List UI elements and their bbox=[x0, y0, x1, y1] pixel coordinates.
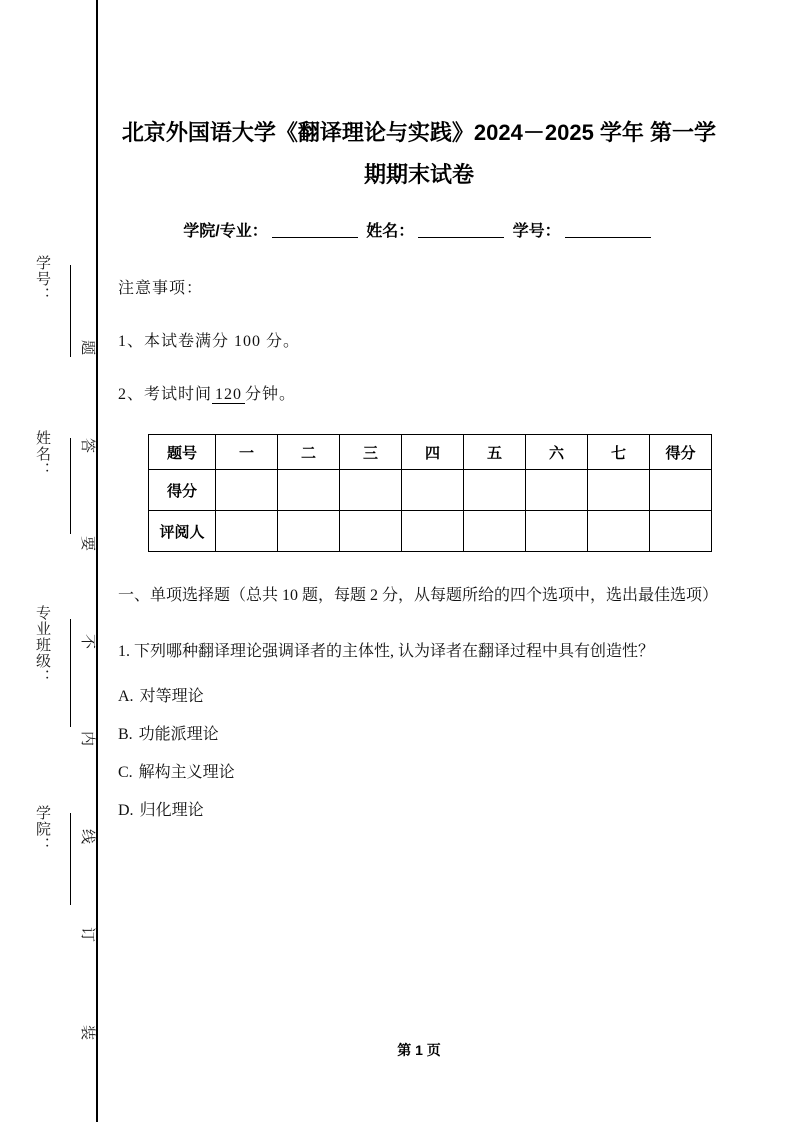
table-cell[interactable] bbox=[588, 511, 650, 552]
notice-item-2 bbox=[118, 381, 720, 404]
seal-char: 题 bbox=[79, 339, 96, 356]
option-text: 归化理论 bbox=[139, 802, 204, 819]
name-input[interactable] bbox=[418, 237, 504, 238]
page-title bbox=[118, 0, 720, 196]
option-text: 功能派理论 bbox=[138, 726, 219, 743]
option-text: 解构主义理论 bbox=[138, 764, 235, 781]
seal-char: 线 bbox=[79, 829, 96, 845]
question-1-option-d[interactable] bbox=[118, 800, 720, 822]
seal-char: 订 bbox=[79, 927, 96, 943]
table-cell: 五 bbox=[464, 435, 526, 470]
margin-field-column bbox=[30, 255, 84, 945]
option-key: B. bbox=[118, 726, 133, 743]
table-cell[interactable] bbox=[650, 470, 712, 511]
exam-duration-value: 120 bbox=[212, 386, 245, 404]
student-info-line bbox=[118, 218, 720, 241]
section-heading-1: 一、单项选择题（总共 10 题，每题 2 分，从每题所给的四个选项中，选出最佳选项） bbox=[118, 587, 719, 604]
notice-item-1-text: 1、本试卷满分 100 分。 bbox=[118, 333, 301, 350]
page-footer: 第 1 页 bbox=[397, 1042, 441, 1058]
margin-field-label: 专业班级： bbox=[34, 605, 50, 685]
table-cell: 六 bbox=[526, 435, 588, 470]
table-cell[interactable] bbox=[526, 470, 588, 511]
option-key: A. bbox=[118, 688, 134, 705]
table-cell: 三 bbox=[340, 435, 402, 470]
table-cell[interactable] bbox=[588, 470, 650, 511]
table-cell: 七 bbox=[588, 435, 650, 470]
seal-char: 内 bbox=[79, 731, 96, 747]
question-1-option-a[interactable] bbox=[118, 686, 720, 708]
table-row-label: 得分 bbox=[149, 470, 216, 511]
page-title-line1: 北京外国语大学《翻译理论与实践》2024－2025 学年 bbox=[121, 120, 644, 145]
question-1 bbox=[118, 634, 720, 670]
table-cell: 得分 bbox=[650, 435, 712, 470]
margin-field-name bbox=[30, 430, 84, 605]
table-cell[interactable] bbox=[464, 470, 526, 511]
table-row-label: 评阅人 bbox=[149, 511, 216, 552]
table-cell[interactable] bbox=[278, 511, 340, 552]
option-text: 对等理论 bbox=[139, 688, 204, 705]
seal-char: 答 bbox=[79, 437, 96, 453]
margin-field-blank[interactable] bbox=[70, 813, 71, 905]
college-major-input[interactable] bbox=[272, 237, 358, 238]
name-label: 姓名： bbox=[366, 223, 415, 240]
question-1-option-c[interactable] bbox=[118, 762, 720, 784]
margin-field-blank[interactable] bbox=[70, 265, 71, 357]
margin-field-label: 姓名： bbox=[34, 430, 50, 478]
margin-field-label: 学号： bbox=[34, 255, 50, 303]
table-cell[interactable] bbox=[402, 470, 464, 511]
table-row-label: 题号 bbox=[149, 435, 216, 470]
table-cell[interactable] bbox=[340, 470, 402, 511]
table-cell[interactable] bbox=[650, 511, 712, 552]
table-cell[interactable] bbox=[340, 511, 402, 552]
margin-field-blank[interactable] bbox=[70, 438, 71, 534]
seal-char: 装 bbox=[79, 1024, 96, 1040]
notice-item-2-text-before: 2、考试时间 bbox=[118, 386, 213, 403]
score-table bbox=[148, 434, 712, 552]
table-cell[interactable] bbox=[216, 511, 278, 552]
table-cell: 一 bbox=[216, 435, 278, 470]
question-1-number: 1. bbox=[118, 643, 130, 660]
student-id-label: 学号： bbox=[512, 223, 561, 240]
margin-field-blank[interactable] bbox=[70, 619, 71, 727]
table-cell[interactable] bbox=[278, 470, 340, 511]
table-row bbox=[149, 470, 712, 511]
table-cell[interactable] bbox=[216, 470, 278, 511]
table-cell[interactable] bbox=[464, 511, 526, 552]
table-cell: 四 bbox=[402, 435, 464, 470]
table-row bbox=[149, 511, 712, 552]
notice-item-1 bbox=[118, 328, 720, 351]
margin-field-student-id bbox=[30, 255, 84, 430]
option-key: C. bbox=[118, 764, 133, 781]
student-id-input[interactable] bbox=[565, 237, 651, 238]
exam-content bbox=[118, 0, 720, 1122]
margin-field-class bbox=[30, 605, 84, 805]
page-title-line2: 第一学期期末试卷 bbox=[363, 120, 717, 187]
notice-item-2-text-after: 分钟。 bbox=[245, 386, 297, 403]
notice-heading: 注意事项： bbox=[118, 280, 204, 297]
college-major-label: 学院/专业： bbox=[183, 223, 268, 240]
table-cell: 二 bbox=[278, 435, 340, 470]
seal-char: 不 bbox=[79, 633, 96, 649]
margin-field-label: 学院： bbox=[34, 805, 50, 853]
margin-field-college bbox=[30, 805, 84, 945]
seal-char: 要 bbox=[79, 535, 96, 551]
question-1-stem: 下列哪种翻译理论强调译者的主体性, 认为译者在翻译过程中具有创造性？ bbox=[134, 643, 655, 660]
table-cell[interactable] bbox=[402, 511, 464, 552]
table-cell[interactable] bbox=[526, 511, 588, 552]
table-row bbox=[149, 435, 712, 470]
question-1-option-b[interactable] bbox=[118, 724, 720, 746]
option-key: D. bbox=[118, 802, 134, 819]
